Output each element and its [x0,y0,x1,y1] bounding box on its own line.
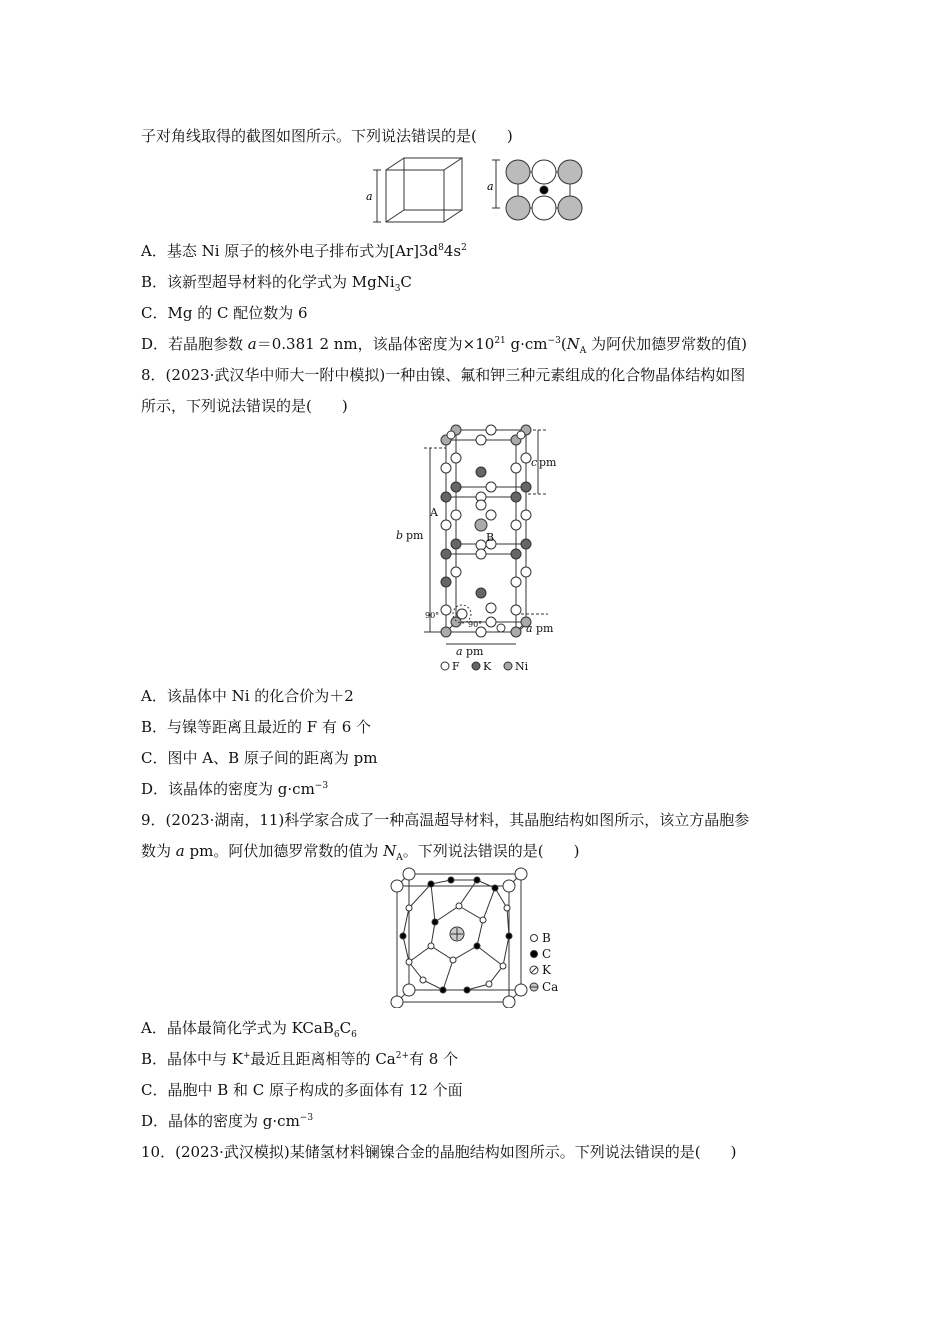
q9-option-a: A．晶体最简化学式为 $KCaB_6C_6$ [141,1019,357,1040]
ni-atom [532,160,556,184]
cube-front-face [386,170,444,222]
f-atom [476,549,486,559]
section-edge-label: a [487,180,494,193]
q10-stem: 10．(2023·武汉模拟)某储氢材料镧镍合金的晶胞结构如图所示。下列说法错误的是( ) [141,1143,737,1161]
q8-figure [390,422,570,677]
f-atom [521,453,531,463]
f-atom [517,431,525,439]
q9-stem-line1: 9．(2023·湖南，11)科学家合成了一种高温超导材料，其晶胞结构如图所示，该立方晶胞参 [141,811,750,829]
legend-k-label: K [542,963,551,977]
q8-option-a: A．该晶体中 Ni 的化合价为＋2 [141,687,354,705]
f-atom [486,617,496,627]
point-b-label: B [486,531,495,544]
k-atom [503,996,515,1008]
q8-option-c: C．图中 A、B 原子间的距离为 pm [141,749,378,767]
mg-atom [558,196,582,220]
c-atom [428,881,434,887]
q8-stem-line1: 8．(2023·武汉华中师大一附中模拟)一种由镍、氟和钾三种元素组成的化合物晶体结构如图 [141,366,746,384]
k-atom [441,577,451,587]
q7-figure [360,152,590,227]
ni-atom [532,196,556,220]
k-atom [521,539,531,549]
f-atom [441,463,451,473]
legend-ca-label: Ca [542,980,559,994]
a-dimension-unit-bottom: pm [466,645,484,658]
b-atom [450,957,456,963]
angle-label-1: 90° [425,611,440,620]
a-dimension-label-bottom: a [456,645,463,658]
q8-option-b: B．与镍等距离且最近的 F 有 6 个 [141,718,372,736]
q9-figure [385,866,575,1008]
q7-intro: 子对角线取得的截图如图所示。下列说法错误的是( ) [141,127,513,145]
k-atom [476,588,486,598]
q9-option-d: D．晶体的密度为 $g\cdot cm^{-3}$ [141,1112,314,1130]
legend-f-icon [441,662,449,670]
k-atom [391,996,403,1008]
legend-b-icon [531,935,538,942]
f-atom [451,510,461,520]
b-atom [486,981,492,987]
c-atom [506,933,512,939]
b-atom [500,963,506,969]
f-atom [457,609,467,619]
q9-stem-line2: 数为 a pm。阿伏加德罗常数的值为 $N_A$。下列说法错误的是( ) [141,842,580,863]
c-atom [474,877,480,883]
k-atom [451,539,461,549]
c-atom [540,186,548,194]
q7-option-a: A．基态 Ni 原子的核外电子排布式为$[Ar]3d^84s^2$ [141,242,467,260]
f-atom [486,510,496,520]
f-atom [441,520,451,530]
b-atom [420,977,426,983]
k-atom [511,549,521,559]
f-atom [497,624,505,632]
f-atom [511,605,521,615]
c-atom [448,877,454,883]
q9-option-c: C．晶胞中 B 和 C 原子构成的多面体有 12 个面 [141,1081,463,1099]
k-atom [521,482,531,492]
f-atom [476,500,486,510]
f-atom [441,605,451,615]
c-dimension-label: c [531,456,538,469]
b-atom [406,905,412,911]
c-atom [432,919,438,925]
k-atom [515,868,527,880]
q8-stem-line2: 所示，下列说法错误的是( ) [141,397,348,415]
c-atom [474,943,480,949]
c-atom [400,933,406,939]
k-atom [403,984,415,996]
b-dimension-unit: pm [406,529,424,542]
a-dimension-unit-side: pm [536,622,554,635]
legend-ni-label: Ni [515,660,529,673]
b-atom [480,917,486,923]
q7-option-d: D．若晶胞参数 a＝0.381 2 nm，该晶体密度为$\times 10^{21}$ $g\cdot cm^{-3}(N_A$ 为阿伏加德罗常数的值) [141,335,747,356]
k-atom [515,984,527,996]
k-atom [476,467,486,477]
legend-c-icon [531,951,538,958]
cube-edge-label: a [366,190,373,203]
mg-atom [506,160,530,184]
legend-k-icon [472,662,480,670]
f-atom [486,425,496,435]
legend-c-label: C [542,947,552,961]
ni-atom [441,627,451,637]
f-atom [486,603,496,613]
q9-option-b: B．晶体中与 K+最近且距离相等的 $Ca^{2+}$有 8 个 [141,1050,459,1068]
legend-b-label: B [542,931,551,945]
k-atom [511,492,521,502]
k-atom [403,868,415,880]
f-atom [451,453,461,463]
q8-option-d: D．该晶体的密度为 $g\cdot cm^{-3}$ [141,780,329,798]
k-atom [391,880,403,892]
k-atom [441,549,451,559]
ni-atom [511,627,521,637]
b-dimension-label: b [396,529,404,542]
f-atom [511,463,521,473]
b-atom [456,903,462,909]
f-atom [521,510,531,520]
k-atom [503,880,515,892]
b-atom [428,943,434,949]
k-atom [441,492,451,502]
q7-option-b: B．该新型超导材料的化学式为 MgNi$_3$C [141,273,412,294]
c-atom [464,987,470,993]
mg-atom [506,196,530,220]
f-atom [447,431,455,439]
f-atom [476,435,486,445]
q7-option-c: C．Mg 的 C 配位数为 6 [141,304,308,322]
legend-ni-icon [504,662,512,670]
c-atom [440,987,446,993]
b-atom [406,959,412,965]
angle-label-2: 90° [468,620,483,629]
point-a-label: A [430,506,438,519]
b-atom [504,905,510,911]
f-atom [486,482,496,492]
ni-atom [475,519,487,531]
f-atom [511,520,521,530]
a-dimension-label-side: a [526,622,533,635]
c-atom [492,885,498,891]
cube-back-face [404,158,462,210]
c-dimension-unit: pm [539,456,557,469]
k-atom [451,482,461,492]
legend-k-label: K [483,660,492,673]
f-atom [451,567,461,577]
mg-atom [558,160,582,184]
legend-f-label: F [452,660,460,673]
f-atom [521,567,531,577]
f-atom [511,577,521,587]
